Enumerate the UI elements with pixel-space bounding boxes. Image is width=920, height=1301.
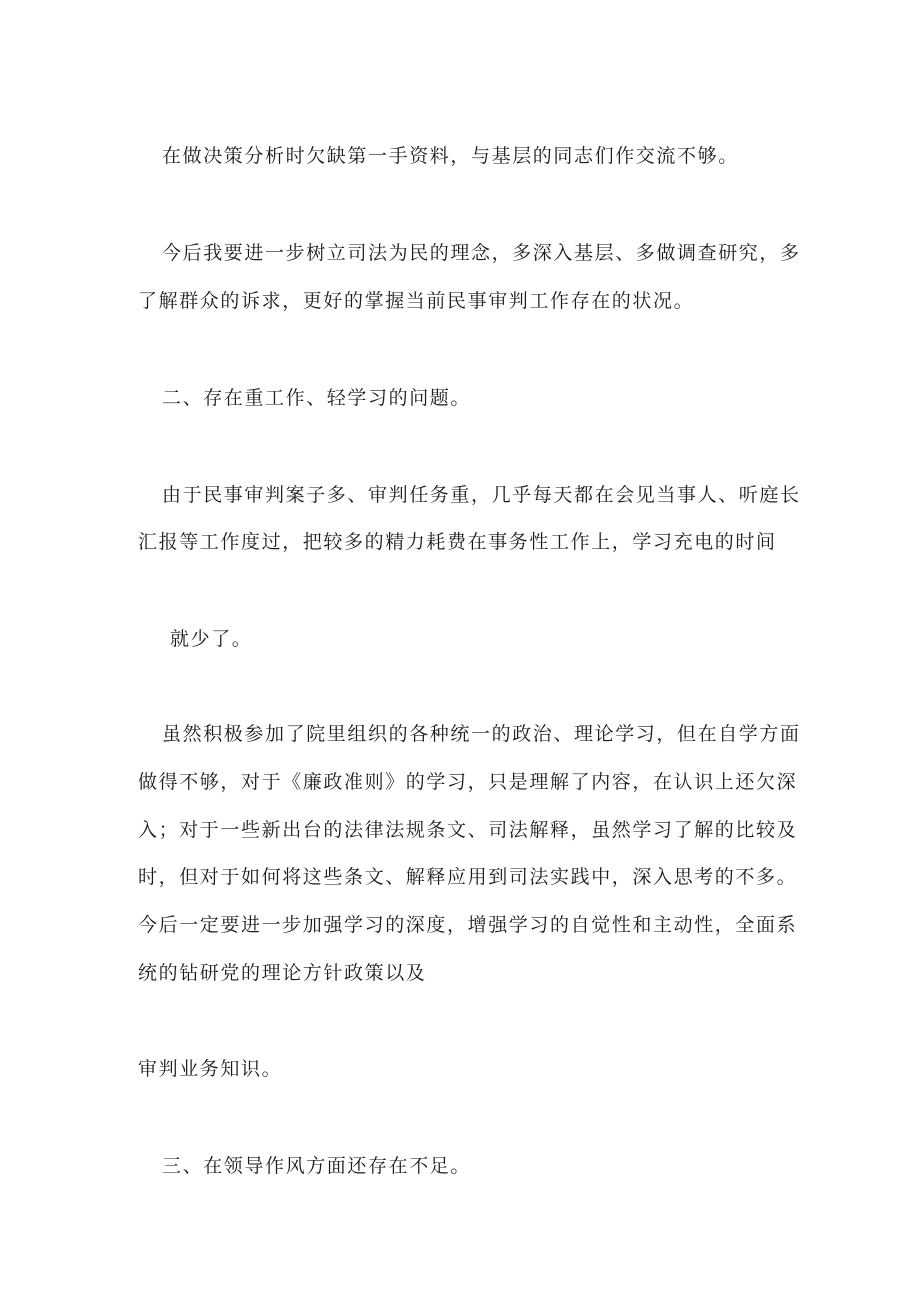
text-line: 做得不够，对于《廉政准则》的学习，只是理解了内容，在认识上还欠深: [138, 771, 798, 793]
text-line: 今后我要进一步树立司法为民的理念，多深入基层、多做调查研究，多: [162, 242, 801, 264]
text-line: 今后一定要进一步加强学习的深度，增强学习的自觉性和主动性，全面系: [138, 914, 798, 936]
text-line: 汇报等工作度过，把较多的精力耗费在事务性工作上，学习充电的时间: [138, 531, 777, 553]
text-line: 了解群众的诉求，更好的掌握当前民事审判工作存在的状况。: [138, 290, 695, 312]
section-heading: 三、在领导作风方面还存在不足。: [162, 1155, 472, 1177]
text-line: 虽然积极参加了院里组织的各种统一的政治、理论学习，但在自学方面: [162, 723, 801, 745]
text-line: 入；对于一些新出台的法律法规条文、司法解释，虽然学习了解的比较及: [138, 819, 798, 841]
section-heading: 二、存在重工作、轻学习的问题。: [162, 387, 472, 409]
text-line: 就少了。: [170, 628, 253, 650]
text-line: 统的钻研党的理论方针政策以及: [138, 962, 427, 984]
text-line: 审判业务知识。: [138, 1058, 283, 1080]
text-line: 时，但对于如何将这些条文、解释应用到司法实践中，深入思考的不多。: [138, 866, 798, 888]
text-line: 由于民事审判案子多、审判任务重，几乎每天都在会见当事人、听庭长: [162, 484, 801, 506]
text-line: 在做决策分析时欠缺第一手资料，与基层的同志们作交流不够。: [162, 145, 739, 167]
